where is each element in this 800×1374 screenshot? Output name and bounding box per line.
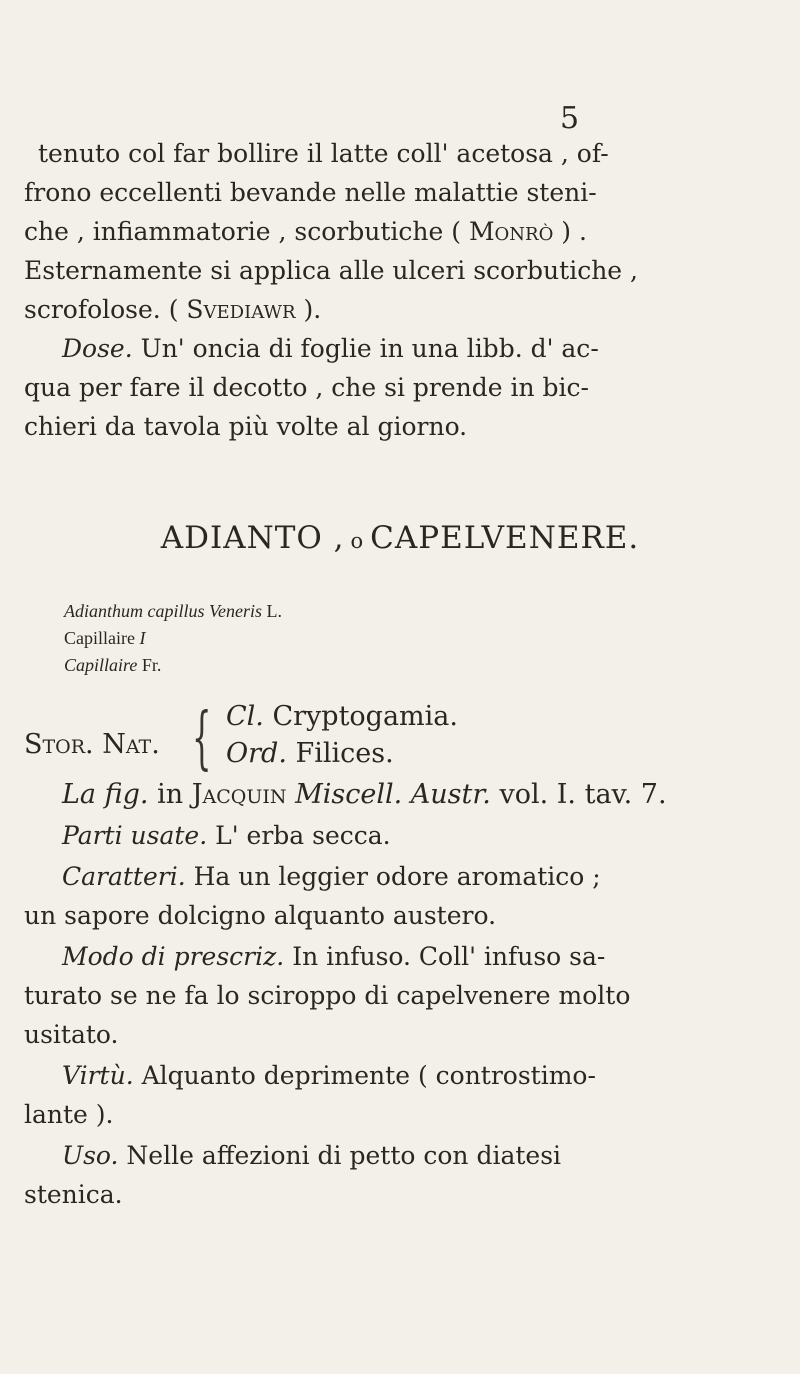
synonym-line <box>64 600 282 622</box>
text-span: che , infiammatorie , scorbutiche ( <box>24 217 469 246</box>
section-label: Virtù. <box>62 1061 134 1090</box>
text-span: L. <box>261 601 282 621</box>
synonym-name: Capillaire <box>64 628 135 648</box>
order-label: Ord. <box>226 738 287 769</box>
text-span: scrofolose. ( <box>24 295 187 324</box>
work-title: Miscell. Austr. <box>286 779 491 810</box>
heading-name: CAPELVENERE. <box>370 520 640 556</box>
brace-icon: { <box>192 699 212 778</box>
heading-name: ADIANTO , <box>160 520 345 556</box>
section-label: Modo di prescriz. <box>62 942 285 971</box>
text-span: Nelle affezioni di petto con diatesi <box>118 1141 562 1170</box>
language-tag: I <box>134 628 146 648</box>
order-value: Filices. <box>286 738 394 769</box>
text-line <box>24 373 800 403</box>
text-span: ). <box>295 295 322 324</box>
dose-line <box>62 334 800 364</box>
text-span: in <box>148 779 192 810</box>
text-span: vol. I. tav. 7. <box>490 779 667 810</box>
heading-conjunction: o <box>350 529 365 553</box>
text-line <box>24 981 800 1011</box>
synonym-line <box>64 654 161 676</box>
synonym-line <box>64 627 145 649</box>
section-label: La fig. <box>62 779 149 810</box>
synonym-name: Capillaire <box>64 655 138 675</box>
text-span: un sapore dolcigno alquanto austero. <box>24 901 497 930</box>
text-line <box>24 178 800 208</box>
order-line <box>226 739 394 769</box>
section-label: Dose. <box>62 334 133 363</box>
class-label: Cl. <box>226 701 264 732</box>
modo-line <box>62 942 800 972</box>
text-span: frono eccellenti bevande nelle malattie steni- <box>24 178 597 207</box>
section-label: Parti usate. <box>62 821 208 850</box>
text-line <box>24 412 800 442</box>
page-number: 5 <box>560 101 580 136</box>
section-heading <box>0 520 800 556</box>
caratteri-line <box>62 862 800 892</box>
section-label: Uso. <box>62 1141 119 1170</box>
text-span: In infuso. Coll' infuso sa- <box>284 942 606 971</box>
figure-line <box>62 780 800 810</box>
class-line <box>226 702 458 732</box>
text-line <box>38 139 800 169</box>
text-line <box>24 901 800 931</box>
text-line <box>24 1020 800 1050</box>
latin-name: Adianthum capillus Veneris <box>64 601 262 621</box>
virtu-line <box>62 1061 800 1091</box>
text-span: Ha un leggier odore aromatico ; <box>185 862 601 891</box>
text-line <box>24 217 800 247</box>
text-span: usitato. <box>24 1020 119 1049</box>
text-span: tenuto col far bollire il latte coll' acetosa , of- <box>38 139 609 168</box>
text-span: chieri da tavola più volte al giorno. <box>24 412 468 441</box>
text-line <box>24 1100 800 1130</box>
text-span: stenica. <box>24 1180 123 1209</box>
text-span: ) . <box>553 217 587 246</box>
text-span: Un' oncia di foglie in una libb. d' ac- <box>132 334 599 363</box>
text-span: turato se ne fa lo sciroppo di capelvenere molto <box>24 981 631 1010</box>
author-name: Jacquin <box>191 779 287 810</box>
text-span: qua per fare il decotto , che si prende in bic- <box>24 373 589 402</box>
classification-label: Stor. Nat. <box>24 729 160 760</box>
class-value: Cryptogamia. <box>263 701 458 732</box>
author-name: Svediawr <box>186 295 296 324</box>
text-span: lante ). <box>24 1100 114 1129</box>
uso-line <box>62 1141 800 1171</box>
text-line <box>24 1180 800 1210</box>
text-span: Alquanto deprimente ( controstimo- <box>133 1061 596 1090</box>
author-name: Monrò <box>468 217 554 246</box>
language-tag: Fr. <box>137 655 162 675</box>
section-label: Caratteri. <box>62 862 186 891</box>
parti-line <box>62 821 800 851</box>
text-line <box>24 256 800 286</box>
text-line <box>24 295 800 325</box>
text-span: Esternamente si applica alle ulceri scorbutiche , <box>24 256 638 285</box>
text-span: L' erba secca. <box>207 821 391 850</box>
